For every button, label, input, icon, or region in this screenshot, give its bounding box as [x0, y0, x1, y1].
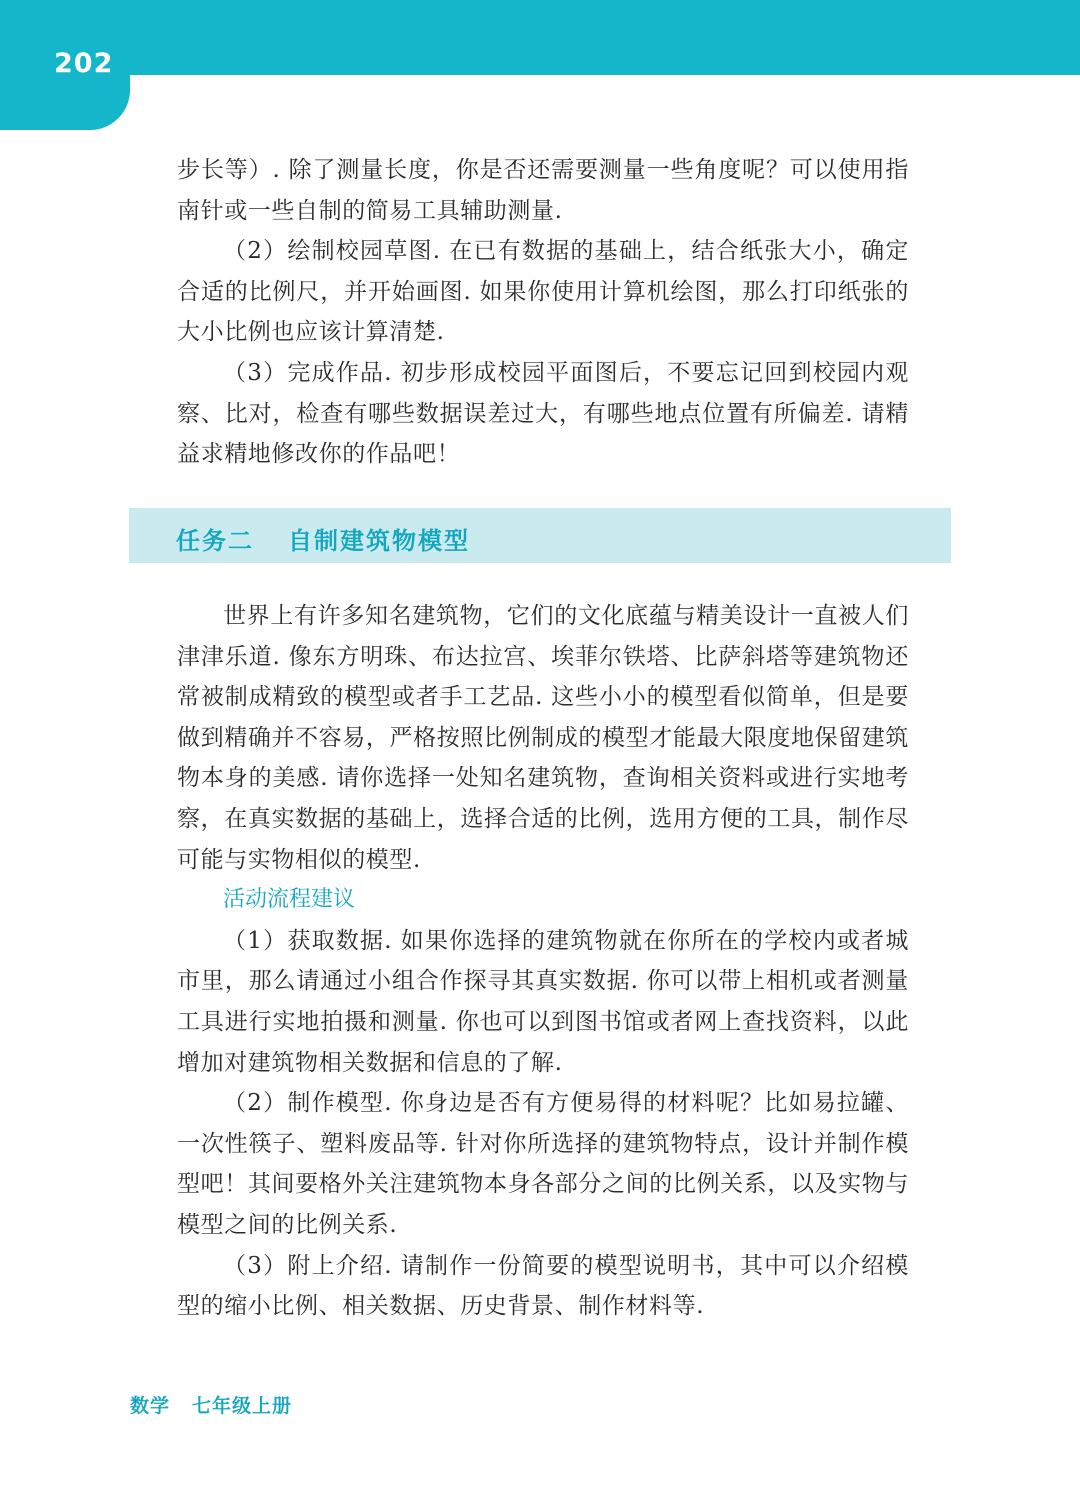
page-number: 202: [54, 48, 114, 79]
step-2-make-model: （2）制作模型. 你身边是否有方便易得的材料呢？比如易拉罐、一次性筷子、塑料废品等. 针对你所选择的建筑物特点，设计并制作模型吧！其间要格外关注建筑物本身各部分之间的比例关系，以及实物与模型之间的比例关系.: [177, 1090, 909, 1238]
step-1-get-data: （1）获取数据. 如果你选择的建筑物就在你所在的学校内或者城市里，那么请通过小组合作探寻其真实数据. 你可以带上相机或者测量工具进行实地拍摄和测量. 你也可以到图书馆或者网上查找资料，以此增加对建筑物相关数据和信息的了解.: [177, 927, 909, 1076]
task-intro-paragraph: 世界上有许多知名建筑物，它们的文化底蕴与精美设计一直被人们津津乐道. 像东方明珠、布达拉宫、埃菲尔铁塔、比萨斜塔等建筑物还常被制成精致的模型或者手工艺品. 这些小小的模型看似简单，但是要做到精确并不容易，严格按照比例制成的模型才能最大限度地保留建筑物本身的美感. 请你选择一处知名建筑物，查询相关资料或进行实地考察，在真实数据的基础上，选择合适的比例，选用方便的工具，制作尽可能与实物相似的模型.: [177, 603, 909, 873]
task-title: 自制建筑物模型: [288, 527, 470, 555]
section-2-text: [177, 596, 909, 1327]
footer: [130, 1391, 292, 1418]
header-banner: [0, 0, 1080, 75]
step-3-complete: （3）完成作品. 初步形成校园平面图后，不要忘记回到校园内观察、比对，检查有哪些数据误差过大，有哪些地点位置有所偏差. 请精益求精地修改你的作品吧！: [177, 359, 909, 468]
task-number: 任务二: [176, 527, 254, 555]
activity-subheading: 活动流程建议: [223, 887, 356, 913]
task-header-band: [129, 508, 951, 563]
step-3-introduction: （3）附上介绍. 请制作一份简要的模型说明书，其中可以介绍模型的缩小比例、相关数据、历史背景、制作材料等.: [177, 1252, 909, 1320]
step-2-sketch: （2）绘制校园草图. 在已有数据的基础上，结合纸张大小，确定合适的比例尺，并开始画图. 如果你使用计算机绘图，那么打印纸张的大小比例也应该计算清楚.: [177, 238, 909, 346]
footer-grade: 七年级上册: [192, 1395, 293, 1417]
section-1-text: [177, 150, 909, 475]
footer-subject: 数学: [130, 1395, 171, 1417]
paragraph-continued: 步长等）. 除了测量长度，你是否还需要测量一些角度呢？可以使用指南针或一些自制的简易工具辅助测量.: [177, 157, 909, 224]
